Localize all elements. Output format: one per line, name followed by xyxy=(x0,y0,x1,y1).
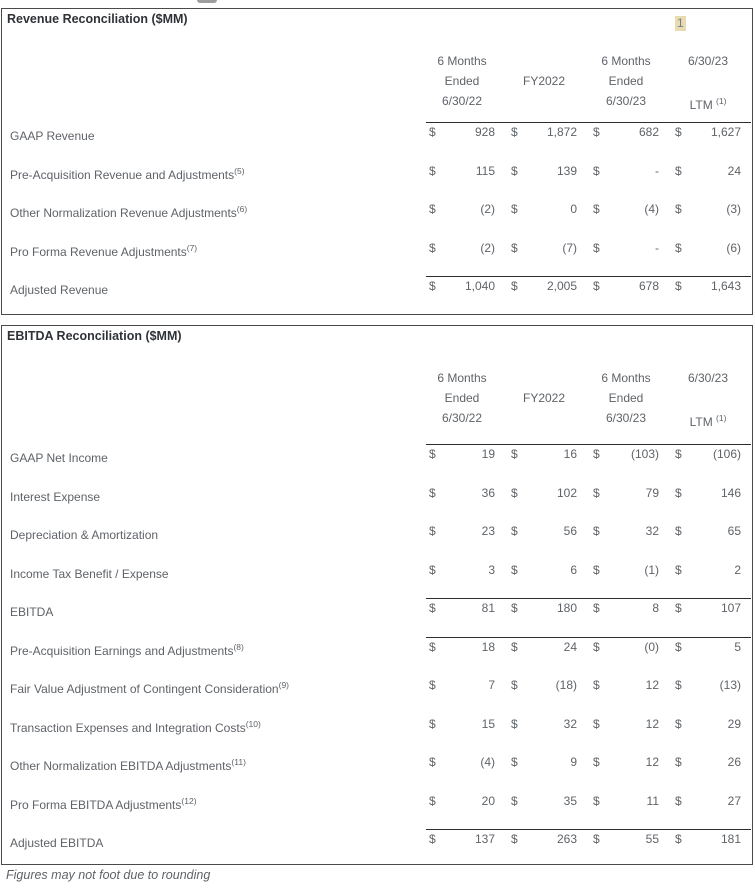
currency-symbol: $ xyxy=(593,678,600,692)
value-cell xyxy=(511,563,577,578)
cell-value: 12 xyxy=(645,716,659,731)
value-cell xyxy=(675,486,741,501)
table-row xyxy=(2,791,752,830)
header-col-6mo-ended-6-30-23 xyxy=(593,368,659,428)
currency-symbol: $ xyxy=(675,832,682,846)
value-cell xyxy=(511,447,577,462)
row-label-cell xyxy=(10,486,413,505)
cell-value: (3) xyxy=(726,202,741,216)
cell-value: 24 xyxy=(563,639,577,654)
cell-value: 9 xyxy=(570,755,577,769)
cell-value: 3 xyxy=(488,562,495,577)
value-cell xyxy=(511,601,577,616)
currency-symbol: $ xyxy=(593,240,600,255)
value-cell xyxy=(593,832,659,847)
value-cell xyxy=(675,717,741,732)
cell-value: 27 xyxy=(727,793,741,808)
value-cell xyxy=(593,717,659,732)
table-row xyxy=(2,829,752,868)
value-cell xyxy=(593,755,659,770)
value-cell xyxy=(593,563,659,578)
cell-value: 24 xyxy=(727,163,741,178)
row-label-cell xyxy=(10,678,413,697)
row-label-cell xyxy=(10,241,413,260)
currency-symbol: $ xyxy=(675,601,682,615)
rounding-disclaimer: Figures may not foot due to rounding xyxy=(6,868,211,882)
cell-value: 65 xyxy=(727,524,741,538)
currency-symbol: $ xyxy=(429,716,436,731)
value-cell xyxy=(429,601,495,616)
cell-value: 102 xyxy=(556,485,577,500)
header-col-6mo-ended-6-30-22 xyxy=(429,51,495,111)
value-cell xyxy=(593,447,659,462)
value-cell xyxy=(675,202,741,217)
cell-value: 16 xyxy=(563,447,577,461)
value-cell xyxy=(429,563,495,578)
currency-symbol: $ xyxy=(429,562,436,577)
value-cell xyxy=(593,202,659,217)
currency-symbol: $ xyxy=(675,240,682,255)
header-line: 6/30/22 xyxy=(441,94,483,108)
row-label: EBITDA xyxy=(10,605,54,619)
cell-value: 29 xyxy=(727,716,741,731)
header-line: 6/30/23 xyxy=(687,54,729,68)
currency-symbol: $ xyxy=(429,240,436,255)
value-cell xyxy=(675,447,741,462)
currency-symbol: $ xyxy=(511,485,518,500)
value-cell xyxy=(593,125,659,140)
value-cell xyxy=(511,164,577,179)
cell-value: - xyxy=(655,240,659,255)
spacer xyxy=(511,368,577,388)
row-label: Other Normalization Revenue Adjustments xyxy=(10,206,237,220)
cell-value: (18) xyxy=(555,678,577,692)
table-row xyxy=(2,276,752,315)
cell-value: 0 xyxy=(570,202,577,216)
row-label-cell xyxy=(10,601,413,620)
header-line: 6/30/23 xyxy=(687,371,729,385)
spacer xyxy=(675,71,741,91)
value-cell xyxy=(429,717,495,732)
value-cell xyxy=(593,640,659,655)
value-cell xyxy=(429,832,495,847)
currency-symbol: $ xyxy=(593,163,600,178)
value-cell xyxy=(675,755,741,770)
header-line xyxy=(675,91,741,111)
currency-symbol: $ xyxy=(429,755,436,769)
header-col-fy2022 xyxy=(511,51,577,111)
header-col-fy2022 xyxy=(511,368,577,428)
currency-symbol: $ xyxy=(511,678,518,692)
ltm-label: LTM xyxy=(689,415,713,429)
cell-value: 23 xyxy=(481,524,495,538)
row-label: Pro Forma EBITDA Adjustments xyxy=(10,797,182,812)
value-cell xyxy=(511,279,577,294)
table-row xyxy=(2,637,752,676)
value-cell xyxy=(511,524,577,539)
cell-value: 6 xyxy=(570,562,577,577)
currency-symbol: $ xyxy=(675,793,682,808)
currency-symbol: $ xyxy=(511,716,518,731)
currency-symbol: $ xyxy=(675,447,682,461)
header-line: 6/30/22 xyxy=(441,411,483,425)
table-row xyxy=(2,238,752,277)
cell-value: 7 xyxy=(488,678,495,692)
header-col-ltm xyxy=(675,51,741,111)
currency-symbol: $ xyxy=(593,279,600,293)
currency-symbol: $ xyxy=(593,639,600,654)
value-cell xyxy=(675,164,741,179)
header-line: Ended xyxy=(608,74,644,88)
value-cell xyxy=(511,832,577,847)
cell-value: 1,643 xyxy=(710,279,741,293)
value-cell xyxy=(429,640,495,655)
cell-value: 180 xyxy=(556,601,577,615)
cell-value: 26 xyxy=(727,755,741,769)
cell-value: 55 xyxy=(645,832,659,846)
cell-value: 56 xyxy=(563,524,577,538)
row-label-cell xyxy=(10,717,413,736)
row-label-cell xyxy=(10,447,413,466)
cell-value: (6) xyxy=(726,240,741,255)
cell-value: 1,040 xyxy=(464,279,495,293)
table-title: Revenue Reconciliation ($MM) xyxy=(7,12,188,26)
cell-value: 32 xyxy=(645,524,659,538)
row-footnote-ref: (9) xyxy=(278,680,289,690)
cell-value: 181 xyxy=(720,832,741,846)
row-footnote-ref: (11) xyxy=(231,757,246,767)
currency-symbol: $ xyxy=(511,447,518,461)
header-line: Ended xyxy=(608,391,644,405)
row-label: Transaction Expenses and Integration Costs xyxy=(10,720,246,735)
cell-value: 81 xyxy=(481,601,495,615)
cell-value: (103) xyxy=(630,447,659,461)
currency-symbol: $ xyxy=(511,793,518,808)
header-spacer xyxy=(10,368,413,428)
value-cell xyxy=(675,125,741,140)
currency-symbol: $ xyxy=(675,485,682,500)
row-label-cell xyxy=(10,563,413,582)
cell-value: 115 xyxy=(475,163,495,178)
cell-value: 146 xyxy=(720,485,741,500)
table-row xyxy=(2,675,752,714)
header-line: 6 Months xyxy=(601,54,651,68)
value-cell xyxy=(511,755,577,770)
cell-value: 263 xyxy=(556,832,577,846)
currency-symbol: $ xyxy=(675,202,682,216)
header-line: Ended xyxy=(444,391,480,405)
row-label: GAAP Revenue xyxy=(10,129,95,143)
header-line: 6/30/23 xyxy=(605,94,647,108)
footnote-ref: (1) xyxy=(716,96,727,106)
cell-value: (4) xyxy=(644,202,659,216)
row-label-cell xyxy=(10,755,413,774)
row-footnote-ref: (8) xyxy=(233,641,244,652)
header-spacer xyxy=(10,51,413,111)
row-footnote-ref: (5) xyxy=(234,165,245,176)
header-line: FY2022 xyxy=(522,74,566,88)
currency-symbol: $ xyxy=(429,678,436,692)
row-label-cell xyxy=(10,640,413,659)
header-line: 6 Months xyxy=(437,54,487,68)
header-col-6mo-ended-6-30-23 xyxy=(593,51,659,111)
currency-symbol: $ xyxy=(511,163,518,178)
value-cell xyxy=(593,678,659,693)
currency-symbol: $ xyxy=(593,716,600,731)
value-cell xyxy=(593,241,659,256)
cell-value: (7) xyxy=(562,240,577,255)
value-cell xyxy=(511,794,577,809)
row-footnote-ref: (7) xyxy=(186,242,198,253)
row-footnote-ref: (12) xyxy=(181,795,197,806)
column-headers xyxy=(2,51,752,111)
value-cell xyxy=(429,447,495,462)
cell-value: 139 xyxy=(556,163,577,178)
scroll-thumb-artifact xyxy=(197,0,217,3)
value-cell xyxy=(675,794,741,809)
cell-value: 678 xyxy=(638,279,659,293)
cell-value: 11 xyxy=(646,793,659,808)
currency-symbol: $ xyxy=(675,125,682,139)
header-line: 6/30/23 xyxy=(605,411,647,425)
value-cell xyxy=(675,279,741,294)
cell-value: 8 xyxy=(652,601,659,615)
row-label-cell xyxy=(10,125,413,144)
currency-symbol: $ xyxy=(675,524,682,538)
value-cell xyxy=(511,241,577,256)
row-label-cell xyxy=(10,202,413,221)
cell-value: 12 xyxy=(645,755,659,769)
cell-value: - xyxy=(655,163,659,178)
header-line xyxy=(675,408,741,428)
table-row xyxy=(2,161,752,200)
spacer xyxy=(675,388,741,408)
currency-symbol: $ xyxy=(675,755,682,769)
cell-value: 15 xyxy=(481,716,495,731)
table-row xyxy=(2,752,752,791)
value-cell xyxy=(429,202,495,217)
value-cell xyxy=(675,601,741,616)
row-label: Depreciation & Amortization xyxy=(10,528,159,542)
value-cell xyxy=(511,125,577,140)
table-title: EBITDA Reconciliation ($MM) xyxy=(7,329,182,343)
header-line: 6 Months xyxy=(601,371,651,385)
currency-symbol: $ xyxy=(675,678,682,692)
value-cell xyxy=(511,678,577,693)
header-line: 6 Months xyxy=(437,371,487,385)
currency-symbol: $ xyxy=(511,601,518,615)
value-cell xyxy=(511,202,577,217)
currency-symbol: $ xyxy=(675,562,682,577)
currency-symbol: $ xyxy=(593,755,600,769)
value-cell xyxy=(429,279,495,294)
currency-symbol: $ xyxy=(429,125,436,139)
value-cell xyxy=(429,755,495,770)
currency-symbol: $ xyxy=(593,562,600,577)
row-label: Interest Expense xyxy=(10,489,101,504)
value-cell xyxy=(593,164,659,179)
column-headers xyxy=(2,368,752,428)
comment-marker[interactable]: 1 xyxy=(677,16,684,30)
table-row xyxy=(2,199,752,238)
row-label: Adjusted Revenue xyxy=(10,283,109,297)
cell-value: 19 xyxy=(481,447,495,461)
value-cell xyxy=(511,486,577,501)
value-cell xyxy=(593,601,659,616)
cell-value: 5 xyxy=(734,639,741,654)
cell-value: (2) xyxy=(480,202,495,216)
currency-symbol: $ xyxy=(675,163,682,178)
value-cell xyxy=(429,486,495,501)
currency-symbol: $ xyxy=(511,832,518,846)
table-row xyxy=(2,444,752,483)
currency-symbol: $ xyxy=(429,793,436,808)
cell-value: 107 xyxy=(720,601,741,615)
revenue-reconciliation-table xyxy=(1,8,753,315)
spacer xyxy=(511,91,577,111)
cell-value: 35 xyxy=(563,793,577,808)
row-label: Adjusted EBITDA xyxy=(10,836,104,850)
revenue-table-rows xyxy=(2,122,752,315)
currency-symbol: $ xyxy=(511,639,518,654)
value-cell xyxy=(511,640,577,655)
row-label: Pro Forma Revenue Adjustments xyxy=(10,244,187,259)
currency-symbol: $ xyxy=(511,279,518,293)
currency-symbol: $ xyxy=(429,485,436,500)
row-label-cell xyxy=(10,832,413,851)
spacer xyxy=(511,408,577,428)
cell-value: 32 xyxy=(563,716,577,731)
table-row xyxy=(2,122,752,161)
currency-symbol: $ xyxy=(593,202,600,216)
currency-symbol: $ xyxy=(429,832,436,846)
currency-symbol: $ xyxy=(593,793,600,808)
cell-value: 20 xyxy=(481,793,495,808)
table-row xyxy=(2,598,752,637)
value-cell xyxy=(675,241,741,256)
table-row xyxy=(2,483,752,522)
value-cell xyxy=(593,524,659,539)
row-footnote-ref: (10) xyxy=(245,718,261,729)
cell-value: 928 xyxy=(474,125,495,139)
footnote-ref: (1) xyxy=(716,413,727,423)
currency-symbol: $ xyxy=(675,279,682,293)
spacer xyxy=(511,51,577,71)
value-cell xyxy=(593,794,659,809)
cell-value: (2) xyxy=(480,240,495,255)
cell-value: (0) xyxy=(644,639,659,654)
currency-symbol: $ xyxy=(593,485,600,500)
ebitda-reconciliation-table xyxy=(1,325,753,865)
value-cell xyxy=(675,563,741,578)
currency-symbol: $ xyxy=(511,202,518,216)
currency-symbol: $ xyxy=(593,447,600,461)
table-row xyxy=(2,521,752,560)
currency-symbol: $ xyxy=(429,279,436,293)
row-label-cell xyxy=(10,164,413,183)
header-line: Ended xyxy=(444,74,480,88)
cell-value: (13) xyxy=(719,678,741,692)
currency-symbol: $ xyxy=(593,832,600,846)
header-col-ltm xyxy=(675,368,741,428)
row-label: GAAP Net Income xyxy=(10,451,108,465)
currency-symbol: $ xyxy=(511,562,518,577)
row-label: Income Tax Benefit / Expense xyxy=(10,566,169,581)
value-cell xyxy=(675,678,741,693)
value-cell xyxy=(675,640,741,655)
currency-symbol: $ xyxy=(429,202,436,216)
cell-value: 1,627 xyxy=(710,125,741,139)
table-row xyxy=(2,714,752,753)
currency-symbol: $ xyxy=(511,240,518,255)
value-cell xyxy=(429,524,495,539)
currency-symbol: $ xyxy=(593,524,600,538)
cell-value: 18 xyxy=(481,639,495,654)
value-cell xyxy=(511,717,577,732)
row-footnote-ref: (6) xyxy=(236,204,248,214)
cell-value: 2 xyxy=(734,562,741,577)
value-cell xyxy=(429,241,495,256)
header-col-6mo-ended-6-30-22 xyxy=(429,368,495,428)
ebitda-table-rows xyxy=(2,444,752,868)
value-cell xyxy=(429,164,495,179)
cell-value: 36 xyxy=(481,485,495,500)
currency-symbol: $ xyxy=(429,639,436,654)
currency-symbol: $ xyxy=(593,125,600,139)
currency-symbol: $ xyxy=(593,601,600,615)
value-cell xyxy=(675,524,741,539)
row-label: Pre-Acquisition Earnings and Adjustments xyxy=(10,643,234,658)
currency-symbol: $ xyxy=(511,755,518,769)
value-cell xyxy=(593,486,659,501)
table-row xyxy=(2,560,752,599)
cell-value: 79 xyxy=(645,485,659,500)
row-label: Other Normalization EBITDA Adjustments xyxy=(10,759,232,773)
currency-symbol: $ xyxy=(429,601,436,615)
ltm-label: LTM xyxy=(689,98,713,112)
currency-symbol: $ xyxy=(511,524,518,538)
value-cell xyxy=(429,794,495,809)
currency-symbol: $ xyxy=(429,163,436,178)
cell-value: 137 xyxy=(474,832,495,846)
cell-value: (1) xyxy=(644,562,659,577)
row-label: Fair Value Adjustment of Contingent Consideration xyxy=(10,682,279,696)
cell-value: (4) xyxy=(480,755,495,769)
row-label-cell xyxy=(10,279,413,298)
value-cell xyxy=(675,832,741,847)
value-cell xyxy=(593,279,659,294)
currency-symbol: $ xyxy=(675,716,682,731)
row-label-cell xyxy=(10,794,413,813)
cell-value: 1,872 xyxy=(546,125,577,139)
value-cell xyxy=(429,125,495,140)
currency-symbol: $ xyxy=(429,524,436,538)
row-label-cell xyxy=(10,524,413,543)
currency-symbol: $ xyxy=(511,125,518,139)
currency-symbol: $ xyxy=(429,447,436,461)
cell-value: 2,005 xyxy=(546,279,577,293)
cell-value: 682 xyxy=(638,125,659,139)
cell-value: (106) xyxy=(712,447,741,461)
currency-symbol: $ xyxy=(675,639,682,654)
row-label: Pre-Acquisition Revenue and Adjustments xyxy=(10,167,235,182)
value-cell xyxy=(429,678,495,693)
header-line: FY2022 xyxy=(522,391,566,405)
cell-value: 12 xyxy=(645,678,659,692)
